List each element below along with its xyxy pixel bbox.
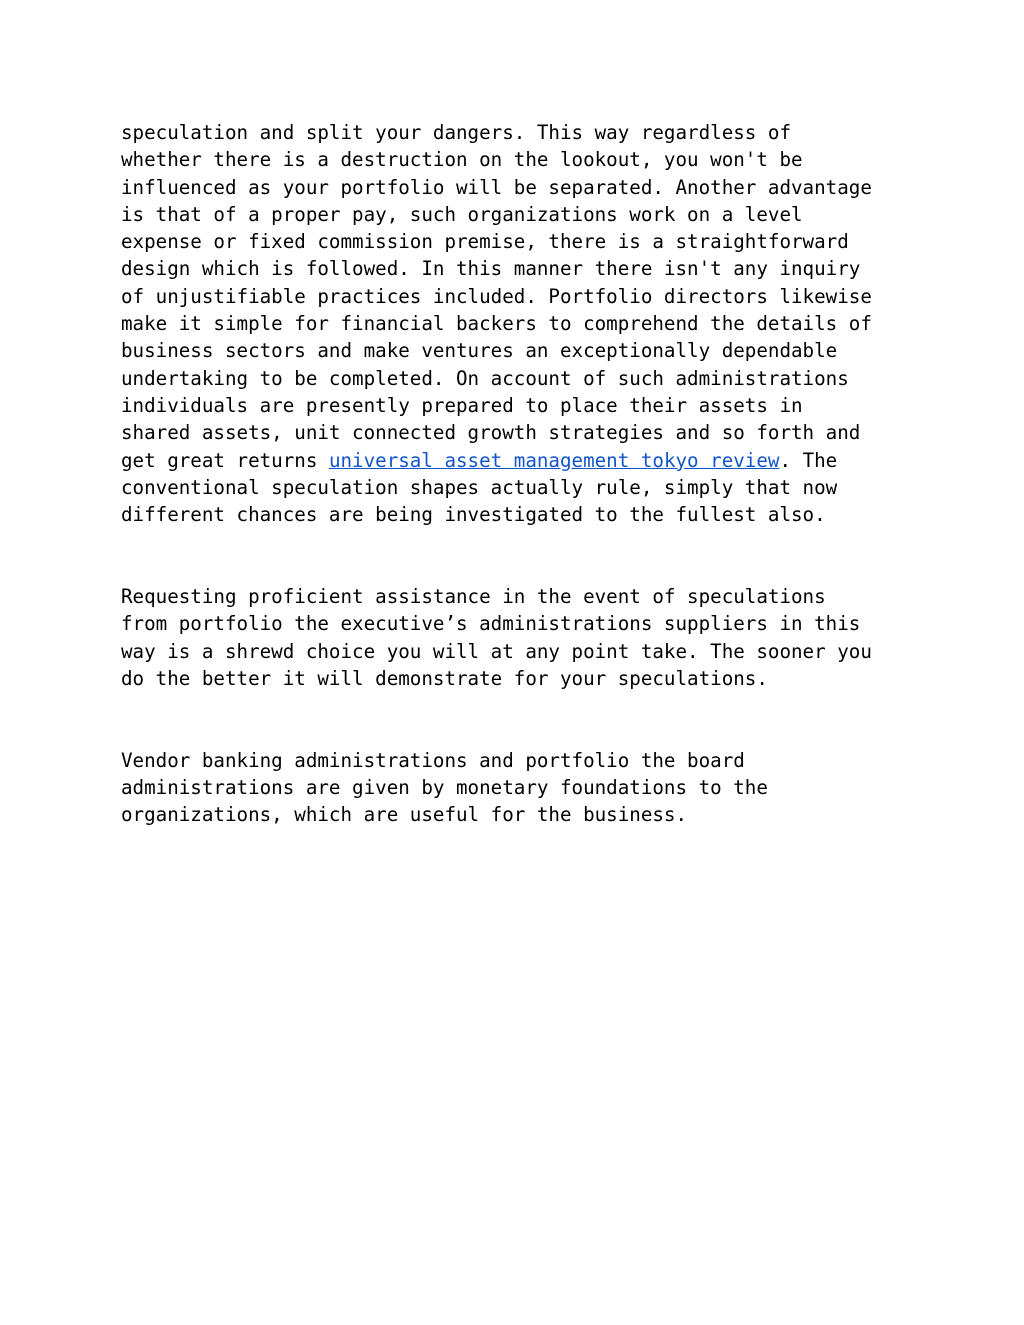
text-line: of unjustifiable practices included. Portfolio directors likewise	[121, 284, 872, 308]
text-line: make it simple for financial backers to comprehend the details of	[121, 312, 872, 336]
text-line: individuals are presently prepared to place their assets in	[121, 393, 803, 417]
text-line-before-link: get great returns	[121, 448, 329, 472]
text-line: administrations are given by monetary foundations to the	[121, 776, 768, 800]
text-line: conventional speculation shapes actually rule, simply that now	[121, 475, 838, 499]
text-line: business sectors and make ventures an exceptionally dependable	[121, 339, 838, 363]
text-line: from portfolio the executive’s administrations suppliers in this	[121, 612, 861, 636]
text-line: way is a shrewd choice you will at any point take. The sooner you	[121, 639, 872, 663]
text-line: do the better it will demonstrate for your speculations.	[121, 666, 768, 690]
paragraph-2	[121, 583, 921, 692]
text-line: different chances are being investigated to the fullest also.	[121, 503, 826, 527]
text-line: expense or fixed commission premise, there is a straightforward	[121, 230, 849, 254]
text-line: influenced as your portfolio will be separated. Another advantage	[121, 175, 872, 199]
document-page	[121, 119, 921, 829]
text-line: undertaking to be completed. On account of such administrations	[121, 366, 849, 390]
universal-asset-management-link[interactable]: universal asset management tokyo review	[328, 448, 780, 472]
text-line: Requesting proficient assistance in the event of speculations	[121, 585, 826, 609]
text-line-after-link: . The	[779, 448, 838, 472]
text-line: Vendor banking administrations and portfolio the board	[121, 748, 745, 772]
text-line: organizations, which are useful for the business.	[121, 803, 688, 827]
paragraph-1	[121, 119, 921, 528]
paragraph-3	[121, 747, 921, 829]
text-line: whether there is a destruction on the lookout, you won't be	[121, 148, 803, 172]
text-line: shared assets, unit connected growth strategies and so forth and	[121, 421, 861, 445]
text-line: is that of a proper pay, such organizations work on a level	[121, 202, 803, 226]
text-line: speculation and split your dangers. This way regardless of	[121, 121, 792, 144]
text-line: design which is followed. In this manner there isn't any inquiry	[121, 257, 861, 281]
